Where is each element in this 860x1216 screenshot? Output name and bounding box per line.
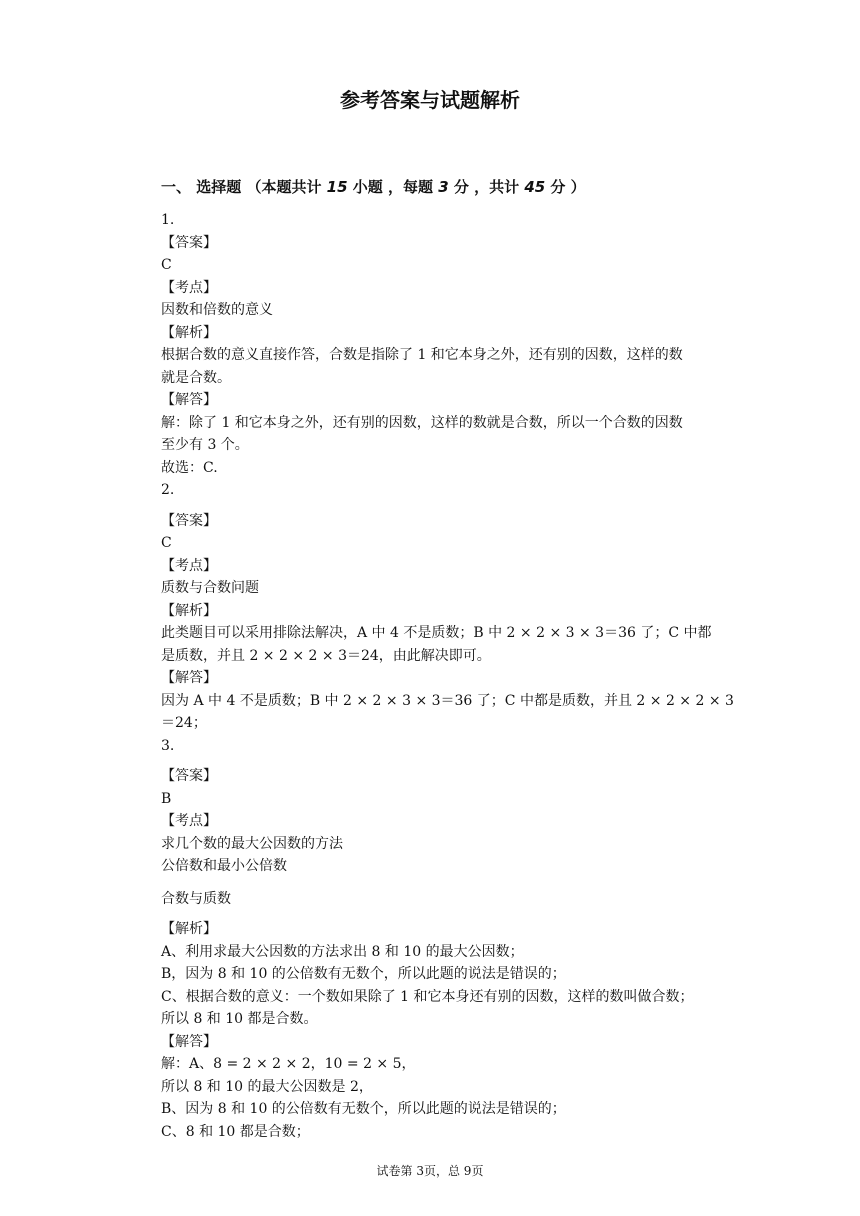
topic-text: 合数与质数 (161, 890, 231, 907)
question-number: 1. (161, 212, 175, 228)
section-heading-prefix: 一、 选择题 （本题共计 (161, 178, 327, 196)
analysis-text: 是质数，并且 2 × 2 × 2 × 3＝24，由此解决即可。 (161, 647, 491, 664)
topic-text: 因数和倍数的意义 (161, 302, 273, 318)
solution-text: 故选：C. (161, 459, 218, 476)
spacer (161, 757, 733, 765)
topic-label: 【考点】 (161, 557, 217, 574)
question-number: 3. (161, 737, 175, 754)
solution-text: B、因为 8 和 10 的公倍数有无数个，所以此题的说法是错误的； (161, 1101, 566, 1117)
spacer (161, 910, 733, 918)
section-heading-mid1: 小题 ，每题 (347, 178, 439, 196)
solution-text: 至少有 3 个。 (161, 437, 249, 453)
solution-text: 解：A、8 = 2 × 2 × 2，10 = 2 × 5， (161, 1056, 416, 1072)
analysis-text: 根据合数的意义直接作答，合数是指除了 1 和它本身之外，还有别的因数，这样的数 (161, 347, 683, 363)
answer-value: B (161, 790, 172, 807)
analysis-text: A、利用求最大公因数的方法求出 8 和 10 的最大公因数； (161, 943, 524, 960)
points-total: 45 (524, 178, 546, 196)
analysis-label: 【解析】 (161, 324, 217, 341)
solution-label: 【解答】 (161, 670, 217, 686)
solution-label: 【解答】 (161, 392, 217, 408)
section-heading-mid2: 分 ，共计 (448, 178, 525, 196)
section-heading (161, 176, 586, 197)
section-heading-suffix: 分 ） (545, 178, 586, 196)
answer-label: 【答案】 (161, 512, 217, 529)
solution-text: 因为 A 中 4 不是质数；B 中 2 × 2 × 3 × 3＝36 了；C 中都是质数，并且 2 × 2 × 2 × 3 (161, 692, 734, 709)
solution-label: 【解答】 (161, 1033, 217, 1050)
answer-value: C (161, 257, 172, 273)
answer-content (161, 209, 733, 1143)
solution-text: 所以 8 和 10 的最大公因数是 2， (161, 1078, 373, 1095)
page-title: 参考答案与试题解析 (340, 88, 520, 112)
page-footer: 试卷第 3页，总 9页 (376, 1164, 484, 1178)
analysis-text: C、根据合数的意义：一个数如果除了 1 和它本身还有别的因数，这样的数叫做合数； (161, 988, 694, 1005)
analysis-text: 此类题目可以采用排除法解决，A 中 4 不是质数；B 中 2 × 2 × 3 × 3＝36 了；C 中都 (161, 625, 712, 641)
analysis-label: 【解析】 (161, 602, 217, 619)
answer-label: 【答案】 (161, 768, 217, 784)
solution-text: 解：除了 1 和它本身之外，还有别的因数，这样的数就是合数，所以一个合数的因数 (161, 414, 683, 431)
analysis-label: 【解析】 (161, 921, 217, 937)
topic-label: 【考点】 (161, 813, 217, 829)
spacer (161, 878, 733, 888)
solution-text: ＝24； (161, 715, 207, 731)
topic-label: 【考点】 (161, 279, 217, 296)
analysis-text: B，因为 8 和 10 的公倍数有无数个，所以此题的说法是错误的； (161, 966, 566, 982)
analysis-text: 就是合数。 (161, 369, 231, 386)
question-number: 2. (161, 482, 175, 498)
answer-label: 【答案】 (161, 234, 217, 251)
topic-text: 公倍数和最小公倍数 (161, 858, 287, 874)
topic-text: 求几个数的最大公因数的方法 (161, 835, 343, 852)
topic-text: 质数与合数问题 (161, 580, 259, 596)
solution-text: C、8 和 10 都是合数； (161, 1123, 310, 1140)
answer-value: C (161, 535, 172, 551)
spacer (161, 502, 733, 510)
points-each: 3 (438, 178, 449, 196)
question-count: 15 (326, 178, 348, 196)
analysis-text: 所以 8 和 10 都是合数。 (161, 1011, 318, 1027)
